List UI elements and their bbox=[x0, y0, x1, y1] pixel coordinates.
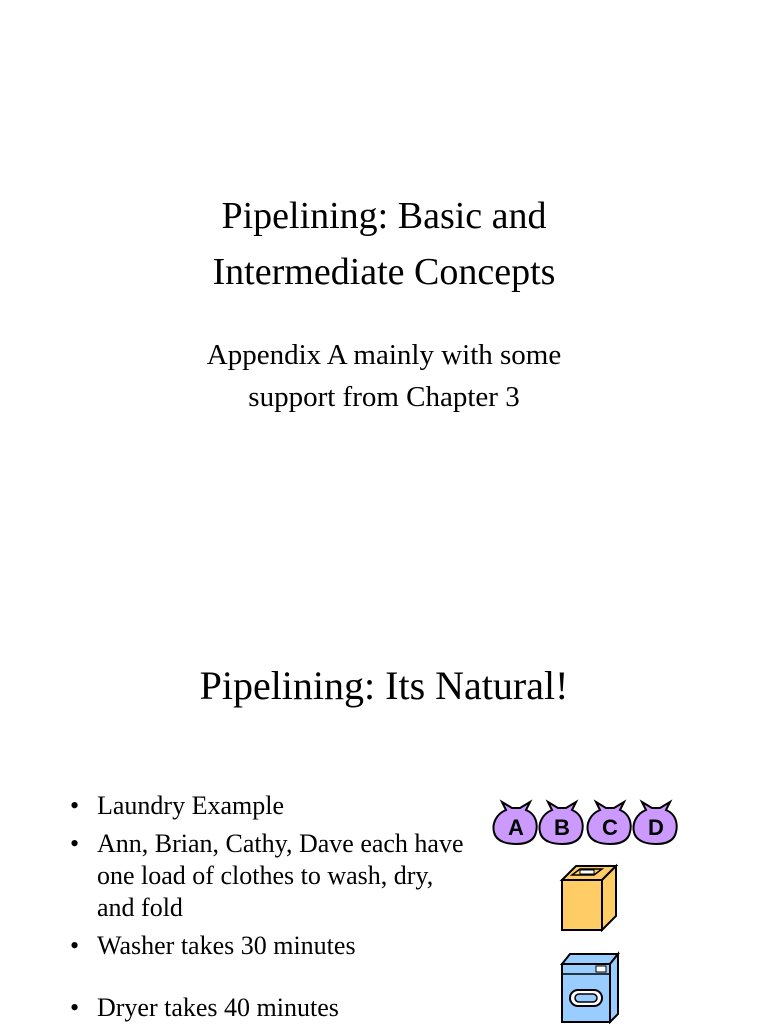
bag-label: C bbox=[602, 815, 618, 840]
bullet-dot: • bbox=[70, 931, 80, 960]
bullet-list bbox=[70, 790, 470, 1030]
laundry-bags-icon bbox=[490, 798, 682, 846]
laundry-bag-c-icon bbox=[588, 802, 631, 844]
bag-label: A bbox=[508, 815, 524, 840]
dryer-icon bbox=[558, 950, 622, 1024]
slide-1-title bbox=[0, 188, 768, 300]
bullet-dot: • bbox=[70, 829, 80, 858]
bullet-dot: • bbox=[70, 993, 80, 1022]
slide-1-subtitle-line-1: Appendix A mainly with some bbox=[206, 339, 562, 371]
bag-label: D bbox=[648, 815, 664, 840]
slide-1-subtitle bbox=[0, 334, 768, 418]
slide-1-subtitle-line-2: support from Chapter 3 bbox=[248, 381, 520, 413]
bullet-item bbox=[70, 992, 470, 1024]
bullet-text: Laundry Example bbox=[97, 791, 284, 820]
slide-2 bbox=[0, 640, 768, 1024]
laundry-bag-b-icon bbox=[540, 802, 583, 844]
slide-2-title: Pipelining: Its Natural! bbox=[199, 663, 569, 708]
bullet-item bbox=[70, 828, 470, 924]
washer-icon bbox=[558, 860, 620, 932]
bullet-text: Washer takes 30 minutes bbox=[97, 931, 356, 960]
laundry-bag-d-icon bbox=[634, 802, 677, 844]
bullet-text: Ann, Brian, Cathy, Dave each have one load of clothes to wash, dry, and fold bbox=[97, 829, 464, 922]
bag-label: B bbox=[554, 815, 570, 840]
bullet-item bbox=[70, 790, 470, 822]
bullet-item bbox=[70, 930, 470, 962]
laundry-bag-a-icon bbox=[494, 802, 537, 844]
slide-1-title-line-1: Pipelining: Basic and bbox=[221, 195, 547, 237]
bullet-text: Dryer takes 40 minutes bbox=[97, 993, 339, 1022]
slide-1-title-line-2: Intermediate Concepts bbox=[212, 251, 556, 293]
bullet-dot: • bbox=[70, 791, 80, 820]
